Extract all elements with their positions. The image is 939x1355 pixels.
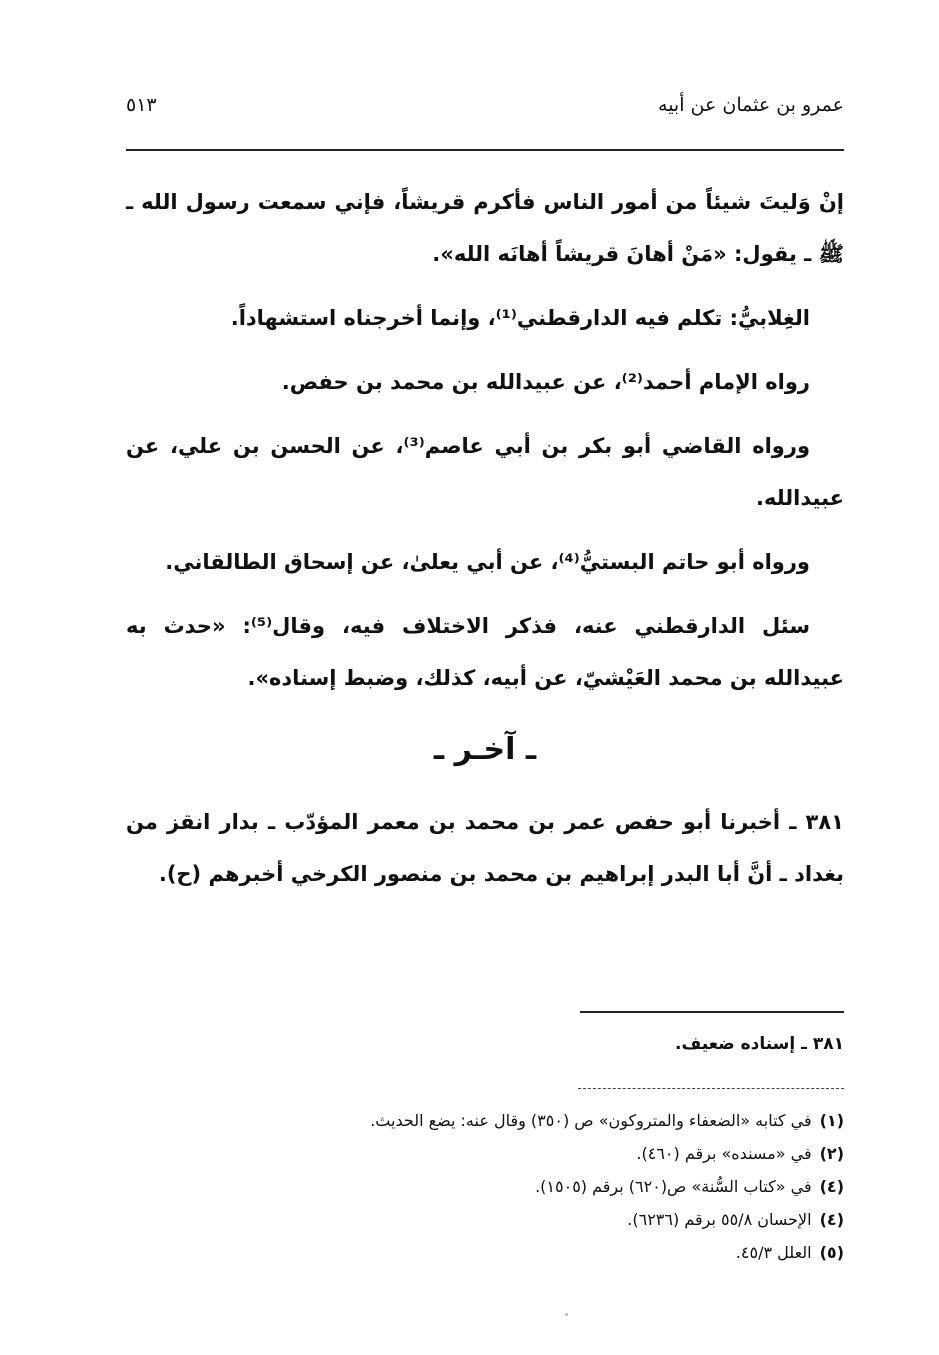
paragraph-4: ورواه القاضي أبو بكر بن أبي عاصم⁽³⁾، عن الحسن بن علي، عن عبيدالله. <box>126 434 844 510</box>
footnote <box>204 1203 844 1236</box>
footnote-separator <box>580 1011 844 1013</box>
hadith-entry: ٣٨١ ـ أخبرنا أبو حفص عمر بن محمد بن معمر المؤدّب ـ بدار انقز من بغداد ـ أنَّ أبا البدر إبراهيم بن محمد بن منصور الكرخي أخبرهم (ح). <box>126 810 844 886</box>
footnote-number: (٢) <box>819 1144 844 1163</box>
footnote <box>204 1104 844 1137</box>
footnote-number: (٤) <box>819 1177 844 1196</box>
footnote <box>204 1236 844 1269</box>
footnote-text: الإحسان ٥٥/٨ برقم (٦٢٣٦). <box>627 1210 812 1229</box>
footnote-text: العلل ٤٥/٣. <box>735 1243 812 1262</box>
section-heading: ـ آخـر ـ <box>433 732 537 767</box>
paragraph-2: الغِلابيُّ: تكلم فيه الدارقطني⁽¹⁾، وإنما أخرجناه استشهاداً. <box>230 306 810 330</box>
running-title: عمرو بن عثمان عن أبيه <box>658 94 844 116</box>
main-text <box>126 176 844 912</box>
paragraph-1: إنْ وَليتَ شيئاً من أمور الناس فأكرم قريشاً، فإني سمعت رسول الله ـ ﷺ ـ يقول: «مَنْ أهانَ قريشاً أهانَه الله». <box>126 190 844 266</box>
footnote-number: (٥) <box>819 1243 844 1262</box>
paragraph-3: رواه الإمام أحمد⁽²⁾، عن عبيدالله بن محمد بن حفص. <box>281 370 810 394</box>
footnote-number: (٤) <box>819 1210 844 1229</box>
paragraph-6: سئل الدارقطني عنه، فذكر الاختلاف فيه، وقال⁽⁵⁾: «حدث به عبيدالله بن محمد العَيْشيّ، عن أبيه، كذلك، وضبط إسناده». <box>126 614 844 690</box>
header-rule <box>126 149 844 151</box>
running-header <box>126 88 844 132</box>
paragraph-5: ورواه أبو حاتم البستيُّ⁽⁴⁾، عن أبي يعلىٰ، عن إسحاق الطالقاني. <box>165 550 810 574</box>
footnote-number: (١) <box>819 1111 844 1130</box>
scan-speck <box>565 1313 568 1316</box>
footnote <box>204 1170 844 1203</box>
footnote-dashed-separator <box>578 1088 844 1089</box>
page-number: ٥١٣ <box>126 94 157 116</box>
takhrij-note: ٣٨١ ـ إسناده ضعيف. <box>675 1034 844 1054</box>
footnote-text: في «مسنده» برقم (٤٦٠). <box>636 1144 812 1163</box>
footnote <box>204 1137 844 1170</box>
footnotes-list <box>204 1104 844 1269</box>
footnote-text: في «كتاب السُّنة» ص(٦٢٠) برقم (١٥٠٥). <box>535 1177 812 1196</box>
footnote-text: في كتابه «الضعفاء والمتروكون» ص (٣٥٠) وقال عنه: يضع الحديث. <box>370 1111 812 1130</box>
